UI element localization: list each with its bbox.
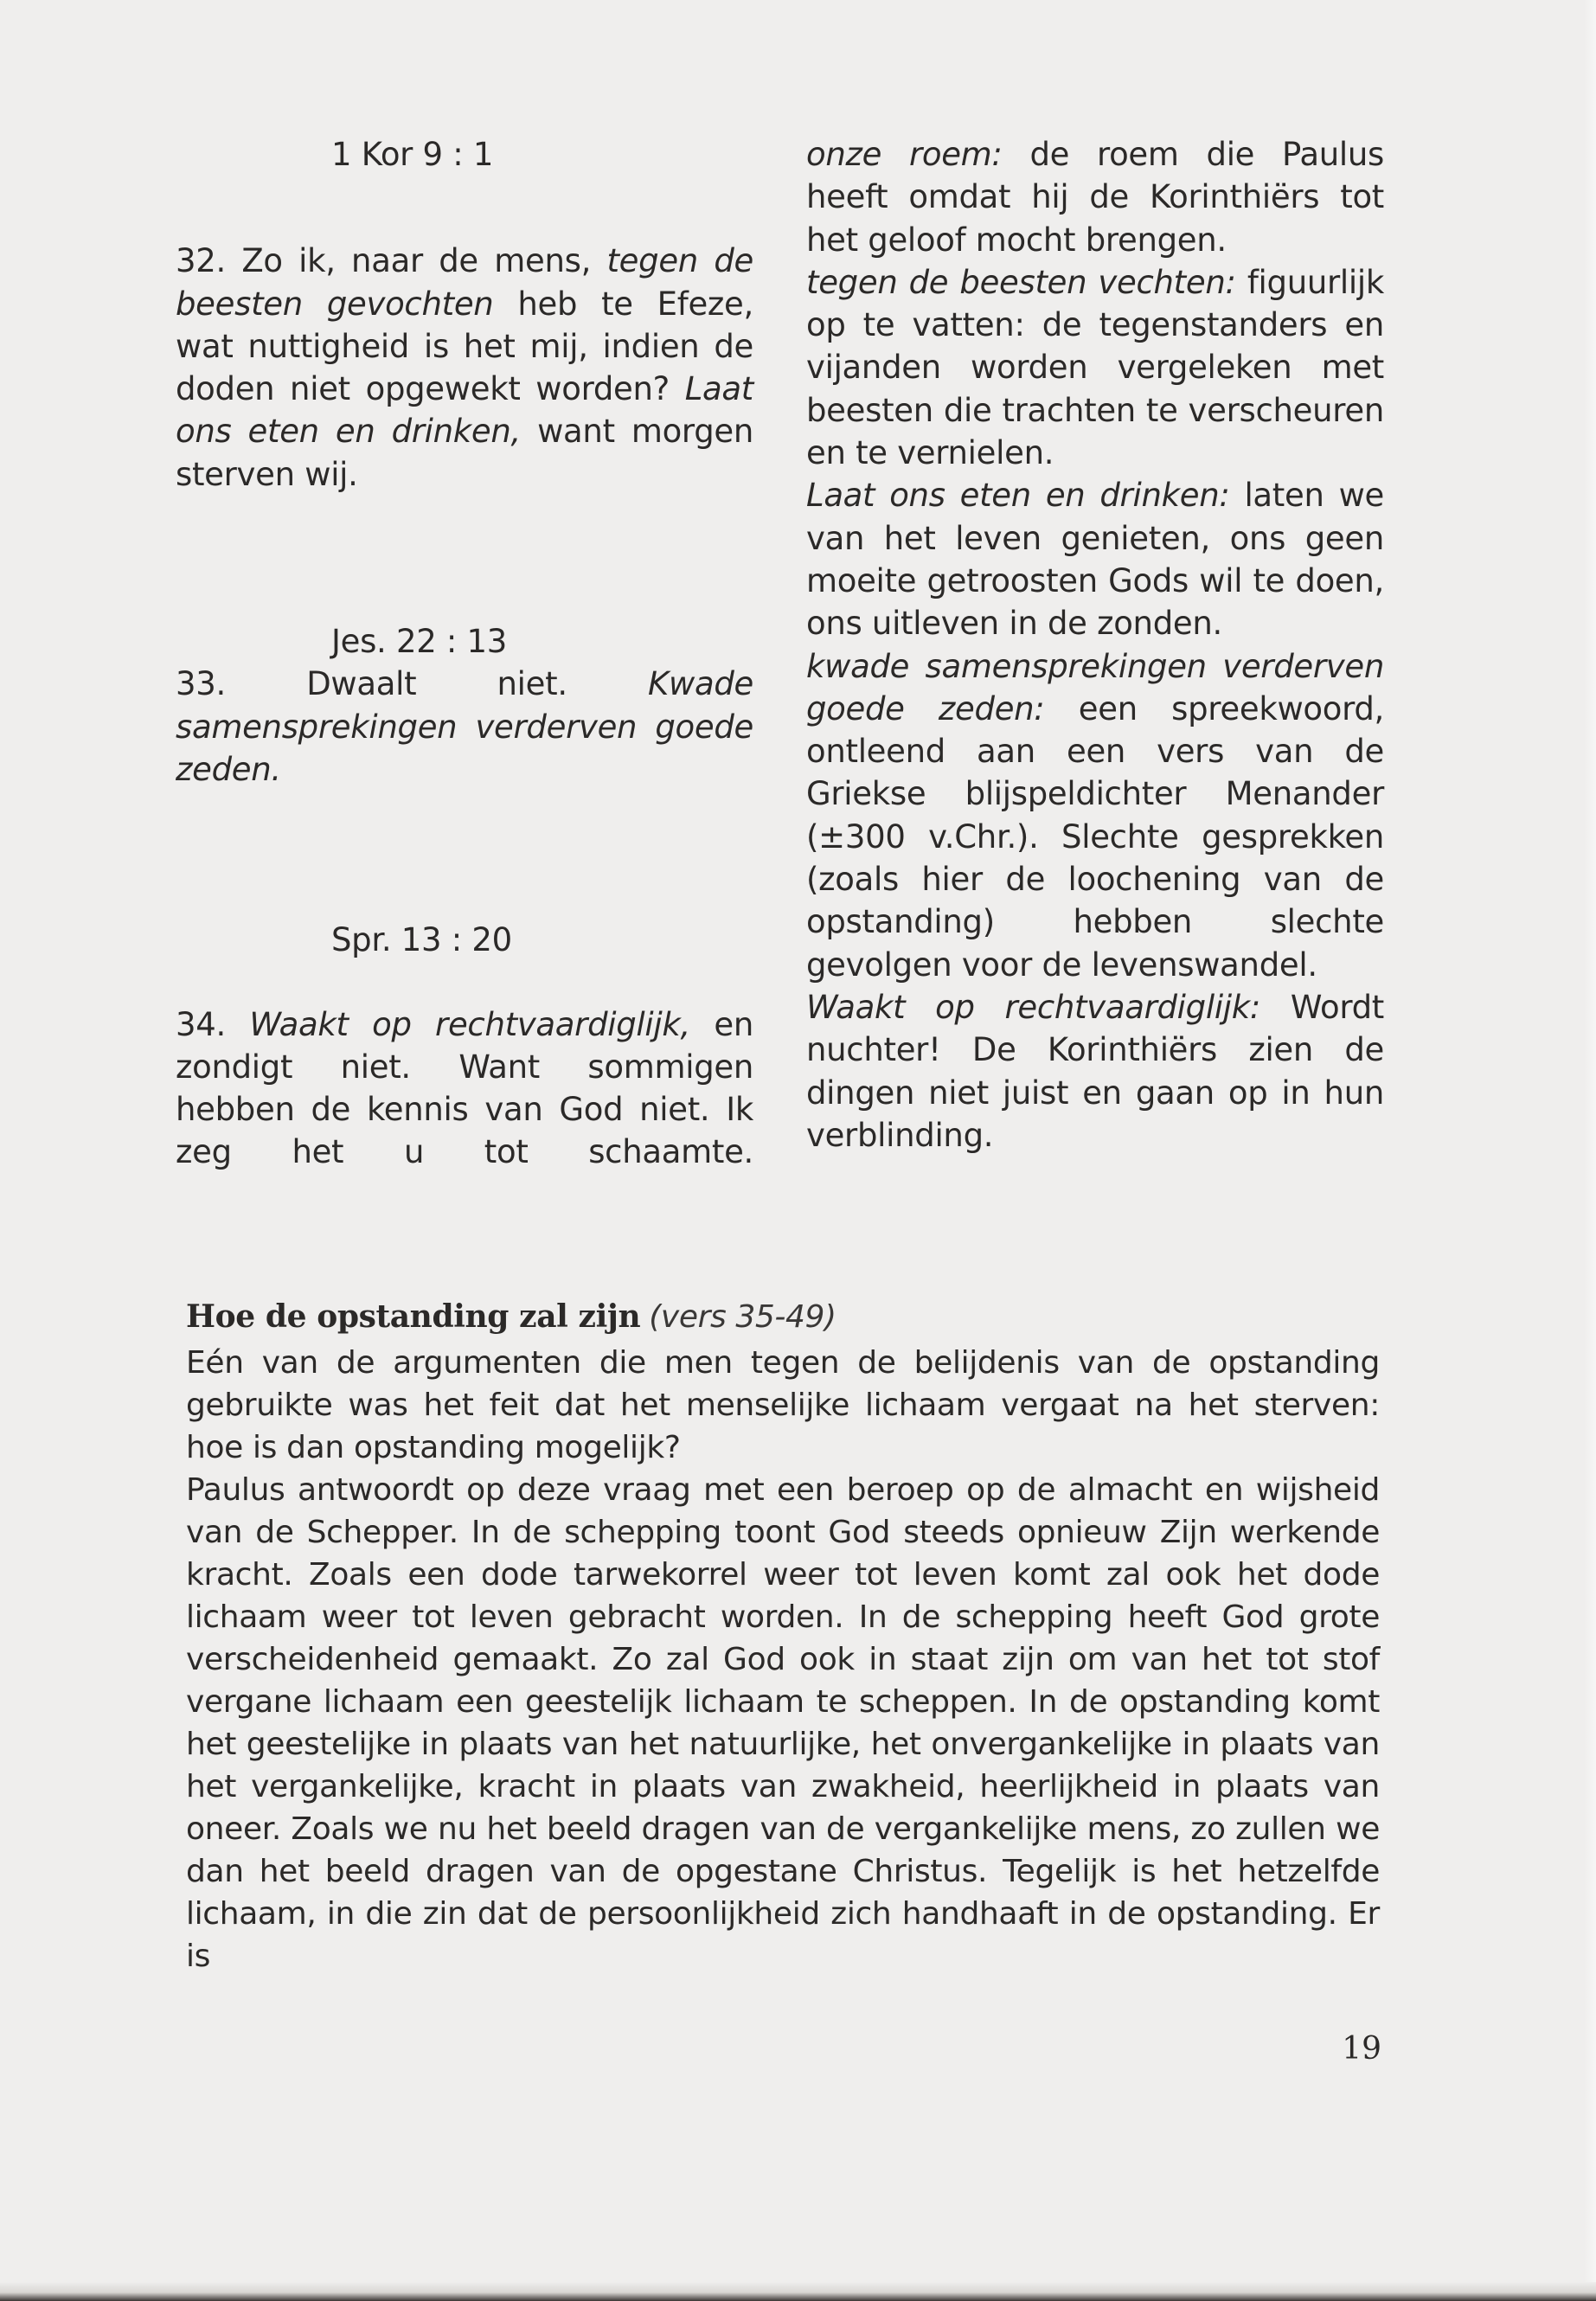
verse-text: 34. <box>176 1005 226 1043</box>
page-right-edge <box>1584 0 1596 2301</box>
cross-reference: Spr. 13 : 20 <box>331 921 512 959</box>
section-heading <box>186 1294 1380 1340</box>
note-term: tegen de beesten vechten: <box>806 263 1236 301</box>
note-text: de roem die Paulus heeft omdat hij de Korinthiërs tot het geloof mocht brengen. <box>806 136 1385 259</box>
note-term: Waakt op rechtvaardiglijk: <box>806 988 1261 1026</box>
note-term: onze roem: <box>806 136 1003 173</box>
commentary-column <box>806 133 1384 1157</box>
note <box>806 645 1384 986</box>
verse-32 <box>176 240 753 496</box>
section-body <box>186 1342 1380 1977</box>
verse-italic: Kwade samensprekingen verderven goede zeden. <box>176 665 753 788</box>
note <box>806 474 1384 644</box>
verse-italic: tegen de beesten gevochten <box>176 242 753 323</box>
paragraph: Eén van de argumenten die men tegen de belijdenis van de opstanding gebruikte was het feit dat het menselijke lichaam vergaat na het sterven: hoe is dan opstanding mogelijk? <box>186 1345 1380 1465</box>
verse-34 <box>176 1003 753 1174</box>
cross-reference: 1 Kor 9 : 1 <box>331 136 494 173</box>
section-resurrection <box>186 1294 1380 1977</box>
verse-italic: Waakt op rechtvaardiglijk, <box>249 1005 690 1043</box>
verse-italic: Laat ons eten en drinken, <box>176 370 754 451</box>
note-term: Laat ons eten en drinken: <box>806 477 1230 515</box>
note-term: kwade samensprekingen verderven goede zeden: <box>806 647 1384 727</box>
note <box>806 133 1384 261</box>
page-bottom-edge <box>0 2282 1596 2301</box>
note <box>806 986 1384 1157</box>
section-title: Hoe de opstanding zal zijn <box>186 1298 641 1335</box>
verse-text: en zondigt niet. Want sommigen hebben de kennis van God niet. Ik zeg het u tot schaamte. <box>176 1005 754 1171</box>
note-text: laten we van het leven genieten, ons geen moeite getroosten Gods wil te doen, ons uitleven in de zonden. <box>806 477 1384 643</box>
verse-text: 32. Zo ik, naar de mens, <box>176 242 592 280</box>
page-number: 19 <box>1342 2031 1381 2067</box>
cross-reference: Jes. 22 : 13 <box>331 623 508 661</box>
section-verse-range: (vers 35-49) <box>649 1299 836 1335</box>
note <box>806 261 1384 474</box>
note-text: figuurlijk op te vatten: de tegenstanders en vijanden worden vergeleken met beesten die trachten te verscheuren en te vernielen. <box>806 263 1384 472</box>
note-text: een spreekwoord, ontleend aan een vers van de Griekse blijspeldichter Menander (±300 v.Chr.). Slechte gesprekken (zoals hier de loochening van de opstanding) hebben slechte gevolgen voor de levenswandel. <box>806 689 1385 984</box>
scripture-column <box>176 133 753 1174</box>
paragraph: Paulus antwoordt op deze vraag met een beroep op de almacht en wijsheid van de Schepper. In de schepping toont God steeds opnieuw Zijn werkende kracht. Zoals een dode tarwekorrel weer tot leven komt zal ook het dode lichaam weer tot leven gebracht worden. In de schepping heeft God grote verscheidenheid gemaakt. Zo zal God ook in staat zijn om van het tot stof vergane lichaam een geestelijk lichaam te scheppen. In de opstanding komt het geestelijke in plaats van het natuurlijke, het onvergankelijke in plaats van het vergankelijke, kracht in plaats van zwakheid, heerlijkheid in plaats van oneer. Zoals we nu het beeld dragen van de vergankelijke mens, zo zullen we dan het beeld dragen van de opgestane Christus. Tegelijk is het hetzelfde lichaam, in die zin dat de persoonlijkheid zich handhaaft in de opstanding. Er is <box>186 1472 1380 1974</box>
verse-text: 33. Dwaalt niet. <box>176 665 567 703</box>
verse-text: want morgen sterven wij. <box>176 413 753 493</box>
verse-33 <box>176 663 753 791</box>
verse-text: heb te Efeze, wat nuttigheid is het mij, indien de doden niet opgewekt worden? <box>176 285 753 408</box>
note-text: Wordt nuchter! De Korinthiërs zien de dingen niet juist en gaan op in hun verblinding. <box>806 988 1385 1154</box>
